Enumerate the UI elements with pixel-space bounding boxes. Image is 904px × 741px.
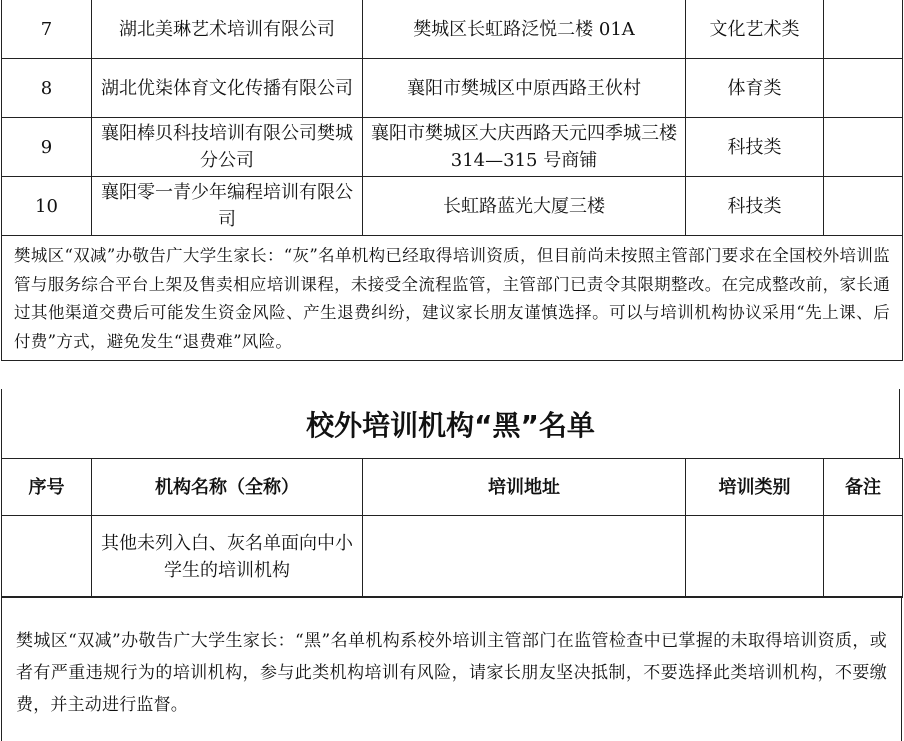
training-address — [363, 516, 686, 598]
gray-list-note-row — [2, 236, 903, 361]
header-number: 序号 — [2, 459, 92, 516]
remark — [824, 177, 903, 236]
remark — [824, 516, 903, 598]
training-address: 樊城区长虹路泛悦二楼 01A — [363, 0, 686, 59]
black-list-notice: 樊城区“双减”办敬告广大学生家长：“黑”名单机构系校外培训主管部门在监管检查中已掌握的未取得培训资质，或者有严重违规行为的培训机构，参与此类机构培训有风险，请家长朋友坚决抵制，不要选择此类培训机构，不要缴费，并主动进行监督。 — [1, 596, 902, 741]
black-list-title: 校外培训机构“黑”名单 — [1, 389, 900, 459]
remark — [824, 59, 903, 118]
table-row — [2, 516, 903, 598]
header-category: 培训类别 — [686, 459, 824, 516]
institution-name: 其他未列入白、灰名单面向中小学生的培训机构 — [92, 516, 363, 598]
row-number — [2, 516, 92, 598]
gray-list-notice: 樊城区“双减”办敬告广大学生家长：“灰”名单机构已经取得培训资质，但目前尚未按照主管部门要求在全国校外培训监管与服务综合平台上架及售卖相应培训课程，未接受全流程监管，主管部门已责令其限期整改。在完成整改前，家长通过其他渠道交费后可能发生资金风险、产生退费纠纷，建议家长朋友谨慎选择。可以与培训机构协议采用“先上课、后付费”方式，避免发生“退费难”风险。 — [2, 236, 903, 361]
black-list-table — [1, 458, 903, 598]
table-row — [2, 118, 903, 177]
training-address: 长虹路蓝光大厦三楼 — [363, 177, 686, 236]
header-name: 机构名称（全称） — [92, 459, 363, 516]
institution-name: 襄阳棒贝科技培训有限公司樊城分公司 — [92, 118, 363, 177]
header-address: 培训地址 — [363, 459, 686, 516]
training-category — [686, 516, 824, 598]
table-row — [2, 177, 903, 236]
training-category: 体育类 — [686, 59, 824, 118]
institution-name: 襄阳零一青少年编程培训有限公司 — [92, 177, 363, 236]
gray-list-table — [1, 0, 903, 361]
row-number: 10 — [2, 177, 92, 236]
institution-name: 湖北优柒体育文化传播有限公司 — [92, 59, 363, 118]
row-number: 9 — [2, 118, 92, 177]
institution-name: 湖北美琳艺术培训有限公司 — [92, 0, 363, 59]
training-category: 科技类 — [686, 177, 824, 236]
row-number: 7 — [2, 0, 92, 59]
table-row — [2, 59, 903, 118]
table-header-row — [2, 459, 903, 516]
training-category: 文化艺术类 — [686, 0, 824, 59]
training-address: 襄阳市樊城区大庆西路天元四季城三楼 314—315 号商铺 — [363, 118, 686, 177]
remark — [824, 0, 903, 59]
remark — [824, 118, 903, 177]
header-remark: 备注 — [824, 459, 903, 516]
training-address: 襄阳市樊城区中原西路王伙村 — [363, 59, 686, 118]
table-row — [2, 0, 903, 59]
training-category: 科技类 — [686, 118, 824, 177]
row-number: 8 — [2, 59, 92, 118]
